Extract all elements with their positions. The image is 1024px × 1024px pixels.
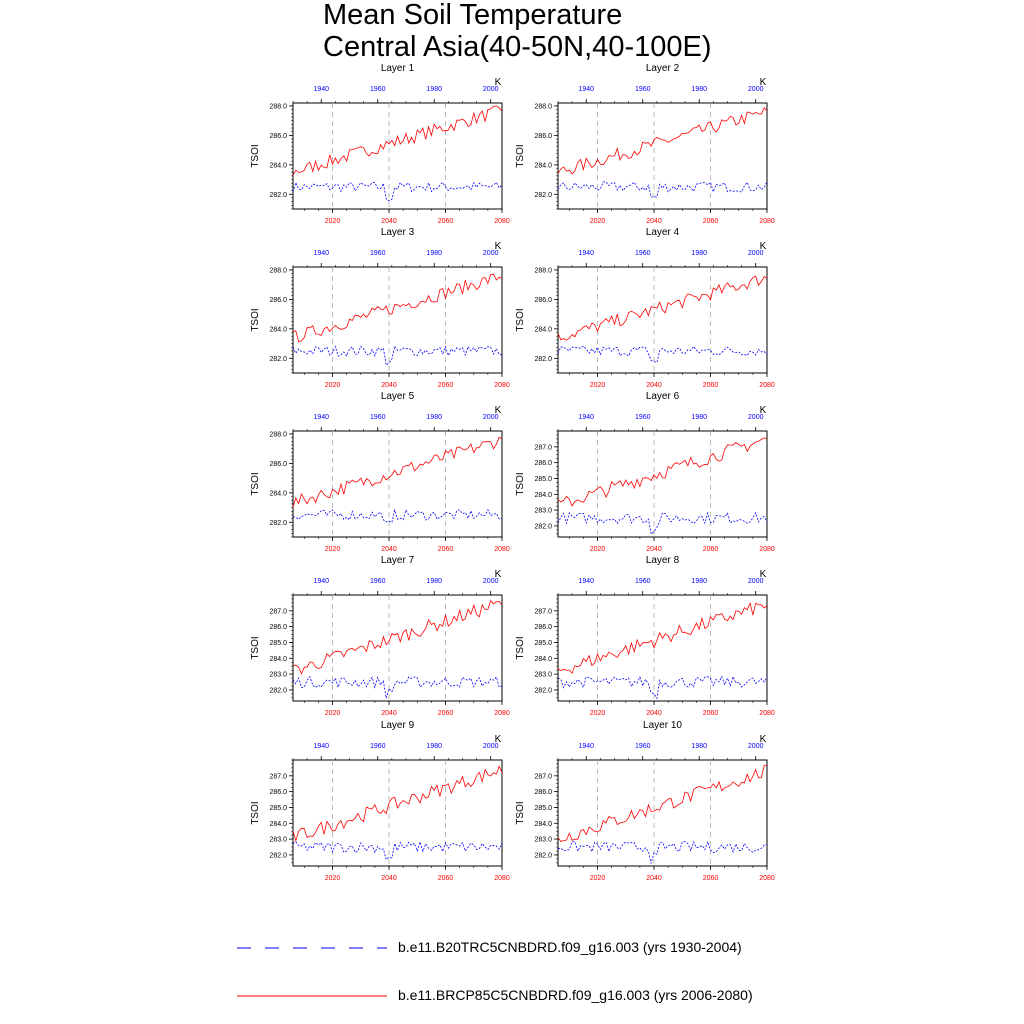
- top-tick-label: 2000: [747, 86, 764, 93]
- top-tick-label: 1980: [691, 86, 708, 93]
- bottom-tick-label: 2060: [702, 218, 719, 225]
- top-tick-label: 1940: [578, 86, 595, 93]
- bottom-tick-label: 2040: [381, 875, 397, 882]
- y-tick-label: 283.0: [534, 507, 552, 515]
- top-tick-label: 1940: [313, 250, 330, 257]
- bottom-tick-label: 2060: [437, 875, 454, 882]
- panel-title: Layer 4: [645, 227, 680, 238]
- y-tick-label: 286.0: [269, 132, 287, 140]
- y-tick-label: 288.0: [269, 103, 287, 111]
- top-tick-label: 1980: [426, 578, 443, 585]
- bottom-tick-label: 2060: [437, 546, 454, 553]
- plot-frame: [293, 103, 502, 209]
- y-tick-label: 284.0: [534, 655, 552, 663]
- top-tick-label: 1980: [426, 743, 443, 750]
- y-axis-label: TSOI: [515, 144, 526, 168]
- y-tick-label: 282.0: [534, 355, 552, 363]
- bottom-tick-label: 2080: [494, 218, 510, 225]
- y-tick-label: 285.0: [534, 639, 552, 647]
- top-tick-label: 1940: [313, 414, 330, 421]
- y-tick-label: 282.0: [269, 852, 287, 860]
- series-line-rcp85: [558, 108, 767, 174]
- bottom-tick-label: 2080: [494, 382, 510, 389]
- y-axis-label: TSOI: [250, 472, 261, 496]
- top-tick-label: 1980: [691, 578, 708, 585]
- series-line-rcp85: [558, 603, 767, 673]
- top-tick-label: 1960: [369, 743, 386, 750]
- bottom-tick-label: 2020: [589, 710, 606, 717]
- units-label: K: [759, 241, 767, 252]
- y-tick-label: 284.0: [534, 326, 552, 334]
- series-line-historical: [558, 513, 767, 534]
- top-tick-label: 1960: [369, 414, 386, 421]
- y-tick-label: 287.0: [269, 608, 287, 616]
- series-line-historical: [293, 842, 502, 860]
- y-axis-label: TSOI: [250, 144, 261, 168]
- y-tick-label: 283.0: [534, 671, 552, 679]
- bottom-tick-label: 2040: [381, 382, 397, 389]
- y-tick-label: 282.0: [269, 355, 287, 363]
- y-tick-label: 282.0: [269, 191, 287, 199]
- top-tick-label: 2000: [482, 86, 499, 93]
- bottom-tick-label: 2080: [759, 382, 775, 389]
- top-tick-label: 1960: [634, 86, 651, 93]
- bottom-tick-label: 2020: [324, 382, 341, 389]
- y-tick-label: 288.0: [534, 267, 552, 275]
- bottom-tick-label: 2020: [324, 546, 341, 553]
- plot-frame: [293, 431, 502, 537]
- y-tick-label: 288.0: [269, 431, 287, 439]
- y-tick-label: 285.0: [269, 804, 287, 812]
- y-axis-label: TSOI: [515, 636, 526, 660]
- top-tick-label: 1960: [634, 578, 651, 585]
- y-tick-label: 284.0: [269, 490, 287, 498]
- legend-label-rcp85: b.e11.BRCP85C5CNBDRD.f09_g16.003 (yrs 2006-2080): [398, 987, 753, 1003]
- y-tick-label: 288.0: [269, 267, 287, 275]
- y-axis-label: TSOI: [250, 801, 261, 825]
- y-tick-label: 286.0: [269, 624, 287, 632]
- series-line-historical: [293, 677, 502, 699]
- series-line-historical: [293, 182, 502, 200]
- y-tick-label: 283.0: [534, 836, 552, 844]
- series-line-historical: [558, 182, 767, 197]
- bottom-tick-label: 2080: [494, 875, 510, 882]
- bottom-tick-label: 2040: [381, 218, 397, 225]
- top-tick-label: 1960: [369, 578, 386, 585]
- bottom-tick-label: 2040: [646, 382, 662, 389]
- series-line-rcp85: [293, 106, 502, 176]
- bottom-tick-label: 2060: [437, 710, 454, 717]
- bottom-tick-label: 2080: [759, 546, 775, 553]
- bottom-tick-label: 2060: [437, 382, 454, 389]
- y-axis-label: TSOI: [515, 472, 526, 496]
- bottom-tick-label: 2020: [324, 218, 341, 225]
- top-tick-label: 1940: [578, 743, 595, 750]
- y-tick-label: 288.0: [534, 103, 552, 111]
- top-tick-label: 1940: [578, 578, 595, 585]
- top-tick-label: 1980: [426, 250, 443, 257]
- y-axis-label: TSOI: [250, 308, 261, 332]
- panel-title: Layer 10: [643, 720, 682, 731]
- y-tick-label: 282.0: [534, 687, 552, 695]
- top-tick-label: 2000: [482, 414, 499, 421]
- bottom-tick-label: 2080: [759, 710, 775, 717]
- bottom-tick-label: 2020: [589, 382, 606, 389]
- units-label: K: [494, 241, 502, 252]
- top-tick-label: 1960: [634, 414, 651, 421]
- y-tick-label: 285.0: [534, 804, 552, 812]
- panel-title: Layer 3: [380, 227, 415, 238]
- bottom-tick-label: 2020: [589, 218, 606, 225]
- y-tick-label: 283.0: [269, 836, 287, 844]
- bottom-tick-label: 2040: [381, 546, 397, 553]
- units-label: K: [759, 734, 767, 745]
- plot-frame: [558, 431, 767, 537]
- panel-title: Layer 1: [380, 63, 415, 74]
- series-line-historical: [558, 677, 767, 699]
- bottom-tick-label: 2020: [324, 710, 341, 717]
- series-line-historical: [558, 346, 767, 362]
- top-tick-label: 1940: [313, 86, 330, 93]
- bottom-tick-label: 2080: [494, 546, 510, 553]
- layer-plot-4: [515, 227, 775, 389]
- top-tick-label: 2000: [482, 743, 499, 750]
- top-tick-label: 2000: [747, 250, 764, 257]
- top-tick-label: 2000: [482, 578, 499, 585]
- top-tick-label: 1940: [313, 743, 330, 750]
- top-tick-label: 1960: [634, 250, 651, 257]
- y-tick-label: 285.0: [534, 475, 552, 483]
- layer-plot-6: [515, 391, 775, 553]
- top-tick-label: 1940: [578, 414, 595, 421]
- bottom-tick-label: 2080: [759, 875, 775, 882]
- y-tick-label: 286.0: [534, 296, 552, 304]
- bottom-tick-label: 2060: [702, 546, 719, 553]
- panel-title: Layer 5: [380, 391, 415, 402]
- top-tick-label: 1980: [691, 250, 708, 257]
- units-label: K: [494, 734, 502, 745]
- panel-title: Layer 9: [380, 720, 415, 731]
- layer-plot-2: [515, 63, 775, 225]
- bottom-tick-label: 2020: [589, 875, 606, 882]
- bottom-tick-label: 2060: [437, 218, 454, 225]
- y-axis-label: TSOI: [515, 801, 526, 825]
- bottom-tick-label: 2040: [646, 218, 662, 225]
- y-tick-label: 284.0: [534, 491, 552, 499]
- bottom-tick-label: 2020: [589, 546, 606, 553]
- top-tick-label: 1960: [369, 86, 386, 93]
- layer-plot-3: [250, 227, 510, 389]
- layer-plot-8: [515, 555, 775, 717]
- chart-title-line1: Mean Soil Temperature: [323, 0, 623, 31]
- layer-plot-1: [250, 63, 510, 225]
- y-tick-label: 286.0: [534, 132, 552, 140]
- top-tick-label: 1980: [691, 743, 708, 750]
- y-tick-label: 287.0: [534, 608, 552, 616]
- y-tick-label: 282.0: [534, 523, 552, 531]
- top-tick-label: 1940: [578, 250, 595, 257]
- y-tick-label: 286.0: [534, 460, 552, 468]
- series-line-rcp85: [558, 765, 767, 841]
- units-label: K: [759, 569, 767, 580]
- y-tick-label: 283.0: [269, 671, 287, 679]
- top-tick-label: 1960: [634, 743, 651, 750]
- layer-plot-9: [250, 720, 510, 882]
- bottom-tick-label: 2020: [324, 875, 341, 882]
- top-tick-label: 1940: [313, 578, 330, 585]
- y-tick-label: 282.0: [269, 687, 287, 695]
- y-tick-label: 282.0: [269, 519, 287, 527]
- y-tick-label: 286.0: [534, 624, 552, 632]
- chart-title-line2: Central Asia(40-50N,40-100E): [323, 31, 712, 63]
- top-tick-label: 1960: [369, 250, 386, 257]
- y-tick-label: 284.0: [269, 162, 287, 170]
- series-line-rcp85: [293, 601, 502, 674]
- y-tick-label: 284.0: [534, 162, 552, 170]
- y-tick-label: 286.0: [534, 789, 552, 797]
- y-tick-label: 286.0: [269, 296, 287, 304]
- bottom-tick-label: 2060: [702, 875, 719, 882]
- legend-label-historical: b.e11.B20TRC5CNBDRD.f09_g16.003 (yrs 1930-2004): [398, 939, 742, 955]
- y-tick-label: 287.0: [269, 773, 287, 781]
- series-line-rcp85: [293, 274, 502, 342]
- units-label: K: [494, 77, 502, 88]
- layer-plot-5: [250, 391, 510, 553]
- units-label: K: [759, 77, 767, 88]
- panel-title: Layer 6: [645, 391, 680, 402]
- y-tick-label: 282.0: [534, 191, 552, 199]
- series-line-rcp85: [293, 766, 502, 841]
- units-label: K: [494, 405, 502, 416]
- layer-plot-7: [250, 555, 510, 717]
- bottom-tick-label: 2060: [702, 382, 719, 389]
- plot-frame: [558, 267, 767, 373]
- y-tick-label: 284.0: [534, 820, 552, 828]
- bottom-tick-label: 2040: [646, 546, 662, 553]
- bottom-tick-label: 2060: [702, 710, 719, 717]
- y-axis-label: TSOI: [515, 308, 526, 332]
- panel-title: Layer 8: [645, 555, 680, 566]
- plot-frame: [558, 760, 767, 866]
- y-tick-label: 287.0: [534, 773, 552, 781]
- y-tick-label: 282.0: [534, 852, 552, 860]
- units-label: K: [494, 569, 502, 580]
- top-tick-label: 2000: [747, 414, 764, 421]
- series-line-rcp85: [558, 438, 767, 506]
- top-tick-label: 2000: [482, 250, 499, 257]
- series-line-historical: [293, 346, 502, 365]
- top-tick-label: 2000: [747, 743, 764, 750]
- y-tick-label: 286.0: [269, 789, 287, 797]
- bottom-tick-label: 2080: [494, 710, 510, 717]
- top-tick-label: 2000: [747, 578, 764, 585]
- y-axis-label: TSOI: [250, 636, 261, 660]
- bottom-tick-label: 2040: [646, 875, 662, 882]
- top-tick-label: 1980: [691, 414, 708, 421]
- bottom-tick-label: 2080: [759, 218, 775, 225]
- bottom-tick-label: 2040: [381, 710, 397, 717]
- units-label: K: [759, 405, 767, 416]
- y-tick-label: 284.0: [269, 655, 287, 663]
- y-tick-label: 284.0: [269, 326, 287, 334]
- plot-frame: [558, 103, 767, 209]
- top-tick-label: 1980: [426, 86, 443, 93]
- panel-title: Layer 7: [380, 555, 415, 566]
- series-line-rcp85: [558, 276, 767, 340]
- top-tick-label: 1980: [426, 414, 443, 421]
- series-line-rcp85: [293, 437, 502, 507]
- bottom-tick-label: 2040: [646, 710, 662, 717]
- y-tick-label: 286.0: [269, 460, 287, 468]
- series-line-historical: [558, 842, 767, 864]
- series-line-historical: [293, 510, 502, 523]
- y-tick-label: 285.0: [269, 639, 287, 647]
- panel-title: Layer 2: [645, 63, 680, 74]
- y-tick-label: 287.0: [534, 444, 552, 452]
- y-tick-label: 284.0: [269, 820, 287, 828]
- layer-plot-10: [515, 720, 775, 882]
- plot-frame: [293, 595, 502, 701]
